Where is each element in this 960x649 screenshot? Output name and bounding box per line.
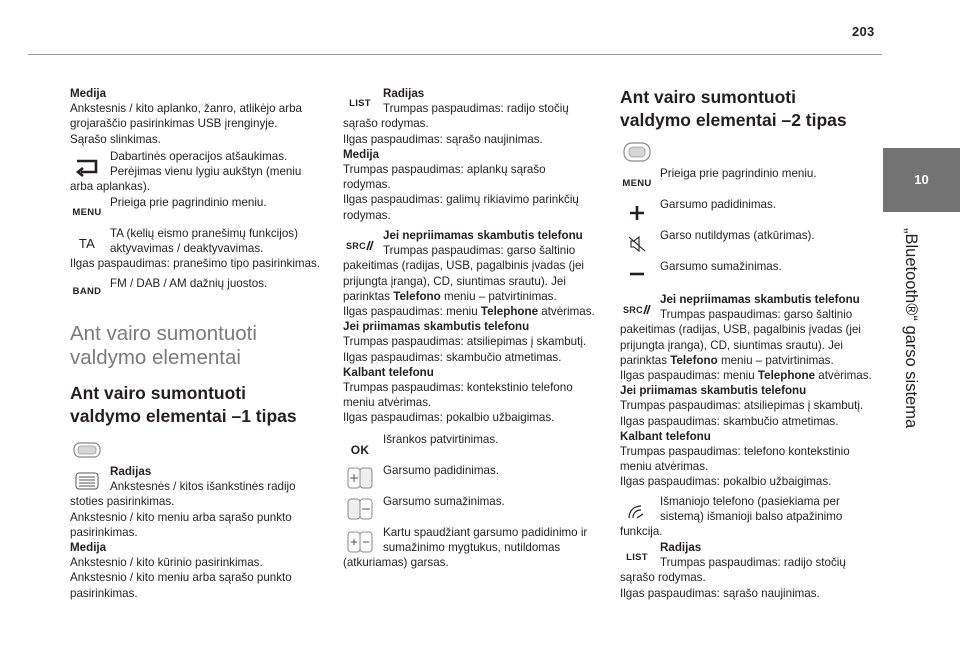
radio-line: Ankstesnės / kitos išankstinės radijo: [110, 480, 296, 494]
radio-line: stoties pasirinkimas.: [70, 495, 175, 509]
call-line: meniu atvėrimas.: [343, 396, 432, 410]
radio-line: Ankstesnio / kito meniu arba sąrašo punkto: [70, 510, 292, 524]
media-line: rodymas.: [343, 208, 391, 222]
media-line: Sąrašo slinkimas.: [70, 132, 161, 146]
radio-heading: Radijas: [110, 465, 152, 478]
src-line: [343, 289, 605, 304]
src-text-bold: Telefono: [393, 289, 441, 303]
voice-line: funkcija.: [620, 525, 663, 539]
radio-line: sąrašo rodymas.: [343, 117, 429, 131]
chapter-title: „Bluetooth®“ garso sistema: [902, 228, 920, 429]
call-line: Ilgas paspaudimas: pokalbio užbaigimas.: [343, 411, 555, 425]
section-title-line: Ant vairo sumontuoti: [70, 322, 257, 345]
media2-line: Ankstesnio / kito kūrinio pasirinkimas.: [70, 556, 263, 570]
vol-down-block: [620, 259, 882, 274]
incoming-line: Trumpas paspaudimas: atsiliepimas į skambutį.: [343, 335, 587, 349]
src-text: atvėrimas.: [815, 369, 872, 383]
chapter-title-wrap: [883, 228, 960, 618]
media2-line: Ankstesnio / kito meniu arba sąrašo punkto: [70, 571, 292, 585]
page-number: 203: [852, 24, 875, 39]
radio-block: [70, 464, 332, 601]
mute-line: Kartu spaudžiant garsumo padidinimo ir: [383, 526, 588, 539]
media-line: Ankstesnis / kito aplanko, žanro, atlikėjo arba: [70, 102, 302, 116]
src-text: meniu – patvirtinimas.: [440, 289, 557, 303]
menu-text: Prieiga prie pagrindinio meniu.: [660, 167, 817, 180]
voice-line: Išmaniojo telefono (pasiekiama per: [660, 495, 840, 508]
type1-title-line: valdymo elementai –1 tipas: [70, 406, 297, 426]
mute-block: [343, 525, 605, 571]
list-icon: LIST: [626, 552, 648, 564]
ok-text: Išrankos patvirtinimas.: [383, 433, 499, 446]
incoming-line: Ilgas paspaudimas: skambučio atmetimas.: [343, 350, 562, 364]
call-line: meniu atvėrimas.: [620, 460, 709, 474]
src-text: Ilgas paspaudimas: meniu: [620, 369, 758, 383]
band-icon: BAND: [72, 286, 102, 298]
media-block: [70, 86, 332, 147]
mute-text: Garso nutildymas (atkūrimas).: [660, 229, 815, 242]
vol-down-text: Garsumo sumažinimas.: [383, 495, 505, 508]
mute-block: [620, 228, 882, 243]
menu-icon: MENU: [72, 207, 102, 219]
media2-line: pasirinkimas.: [70, 586, 138, 600]
back-line: arba aplankas).: [70, 180, 150, 194]
svg-text:SRC: SRC: [623, 305, 643, 315]
src-text-bold: Telefono: [670, 353, 718, 367]
back-block: [70, 149, 332, 195]
src-text: parinktas: [620, 353, 671, 367]
radio-line: Trumpas paspaudimas: radijo stočių: [660, 556, 846, 570]
ta-block: [70, 226, 332, 272]
back-line: Dabartinės operacijos atšaukimas.: [110, 150, 288, 163]
src-text: Ilgas paspaudimas: meniu: [343, 305, 481, 319]
src-text: parinktas: [343, 289, 394, 303]
vol-down-block: [343, 494, 605, 509]
src-line: prijungta įranga), CD, siuntimas srautu). Jei: [620, 338, 843, 352]
incoming-heading: Jei priimamas skambutis telefonu: [343, 320, 530, 334]
type2-title: [620, 86, 882, 132]
src-line: pakeitimas (radijas, USB, pagalbinis įvadas (jei: [343, 259, 585, 273]
section-title-line: valdymo elementai: [70, 346, 241, 369]
radio-line: pasirinkimas.: [70, 525, 138, 539]
media-line: rodymas.: [343, 178, 391, 192]
vol-up-block: [343, 463, 605, 478]
call-line: Trumpas paspaudimas: kontekstinio telefono: [343, 381, 573, 395]
mute-line: sumažinimo mygtukus, nutildomas: [383, 541, 561, 555]
vol-down-text: Garsumo sumažinimas.: [660, 260, 782, 273]
header-rule: [28, 54, 882, 55]
src-line: Trumpas paspaudimas: garso šaltinio: [383, 244, 576, 258]
call-heading: Kalbant telefonu: [343, 365, 434, 379]
media-heading: Medija: [343, 147, 380, 161]
incoming-line: Trumpas paspaudimas: atsiliepimas į skambutį.: [620, 399, 864, 413]
radio-heading: Radijas: [383, 87, 425, 100]
radio-heading: Radijas: [660, 541, 702, 554]
radio-block: [620, 540, 882, 601]
menu-text: Prieiga prie pagrindinio meniu.: [110, 196, 267, 209]
section-title: [70, 322, 332, 370]
voice-line: sistemą) išmanioji balso atpažinimo: [660, 510, 843, 524]
list-icon: LIST: [349, 98, 371, 110]
menu-block: [70, 195, 332, 210]
src-text: atvėrimas.: [538, 305, 595, 319]
type2-title-line: valdymo elementai –2 tipas: [620, 110, 847, 130]
voice-block: [620, 494, 882, 540]
media2-heading: Medija: [70, 541, 107, 555]
src-text: meniu – patvirtinimas.: [717, 353, 834, 367]
radio-line: sąrašo rodymas.: [620, 571, 706, 585]
menu-icon: MENU: [622, 178, 652, 190]
media-heading: Medija: [70, 87, 107, 100]
ok-icon: OK: [350, 443, 370, 458]
band-block: [70, 276, 332, 291]
type1-title: [70, 382, 332, 428]
vol-up-block: [620, 197, 882, 212]
ta-line: TA (kelių eismo pranešimų funkcijos): [110, 227, 298, 240]
src-line: [620, 353, 882, 368]
src-block: [620, 292, 882, 490]
steering-controls-icon: [620, 140, 654, 164]
radio-line: Ilgas paspaudimas: sąrašo naujinimas.: [343, 132, 543, 146]
src-heading: Jei nepriimamas skambutis telefonu: [383, 229, 583, 242]
radio-line: Ilgas paspaudimas: sąrašo naujinimas.: [620, 586, 820, 600]
media-line: grojaraščio pasirinkimas USB įrenginyje.: [70, 117, 278, 131]
src-text-bold: Telephone: [480, 305, 539, 319]
src-line: prijungta įranga), CD, siuntimas srautu). Jei: [343, 274, 566, 288]
type2-title-line: Ant vairo sumontuoti: [620, 87, 796, 107]
call-line: Trumpas paspaudimas: telefono kontekstinio: [620, 445, 850, 459]
call-heading: Kalbant telefonu: [620, 429, 711, 443]
menu-block: [620, 166, 882, 181]
band-text: FM / DAB / AM dažnių juostos.: [110, 277, 268, 290]
mute-line: (atkuriamas) garsas.: [343, 556, 449, 570]
media-line: Trumpas paspaudimas: aplankų sąrašo: [343, 163, 546, 177]
back-line: Perėjimas vienu lygiu aukštyn (meniu: [110, 165, 302, 179]
src-heading: Jei nepriimamas skambutis telefonu: [660, 293, 860, 306]
src-text-bold: Telephone: [757, 369, 816, 383]
svg-text:SRC: SRC: [346, 241, 366, 251]
chapter-number: 10: [914, 172, 929, 187]
media-line: Ilgas paspaudimas: galimų rikiavimo parinkčių: [343, 193, 579, 207]
src-line: Trumpas paspaudimas: garso šaltinio: [660, 308, 853, 322]
src-line: pakeitimas (radijas, USB, pagalbinis įvadas (jei: [620, 323, 862, 337]
call-line: Ilgas paspaudimas: pokalbio užbaigimas.: [620, 475, 832, 489]
type1-title-line: Ant vairo sumontuoti: [70, 383, 246, 403]
vol-up-text: Garsumo padidinimas.: [383, 464, 499, 477]
steering-controls-icon: [70, 440, 104, 460]
src-block: [343, 228, 605, 426]
src-line: [620, 368, 882, 383]
ta-icon: TA: [78, 236, 96, 252]
radio-block: [343, 86, 605, 223]
ta-line: Ilgas paspaudimas: pranešimo tipo pasirinkimas.: [70, 257, 321, 271]
src-line: [343, 304, 605, 319]
ok-block: [343, 432, 605, 447]
incoming-line: Ilgas paspaudimas: skambučio atmetimas.: [620, 414, 839, 428]
vol-up-text: Garsumo padidinimas.: [660, 198, 776, 211]
incoming-heading: Jei priimamas skambutis telefonu: [620, 384, 807, 398]
ta-line: aktyvavimas / deaktyvavimas.: [110, 242, 264, 256]
radio-line: Trumpas paspaudimas: radijo stočių: [383, 102, 569, 116]
